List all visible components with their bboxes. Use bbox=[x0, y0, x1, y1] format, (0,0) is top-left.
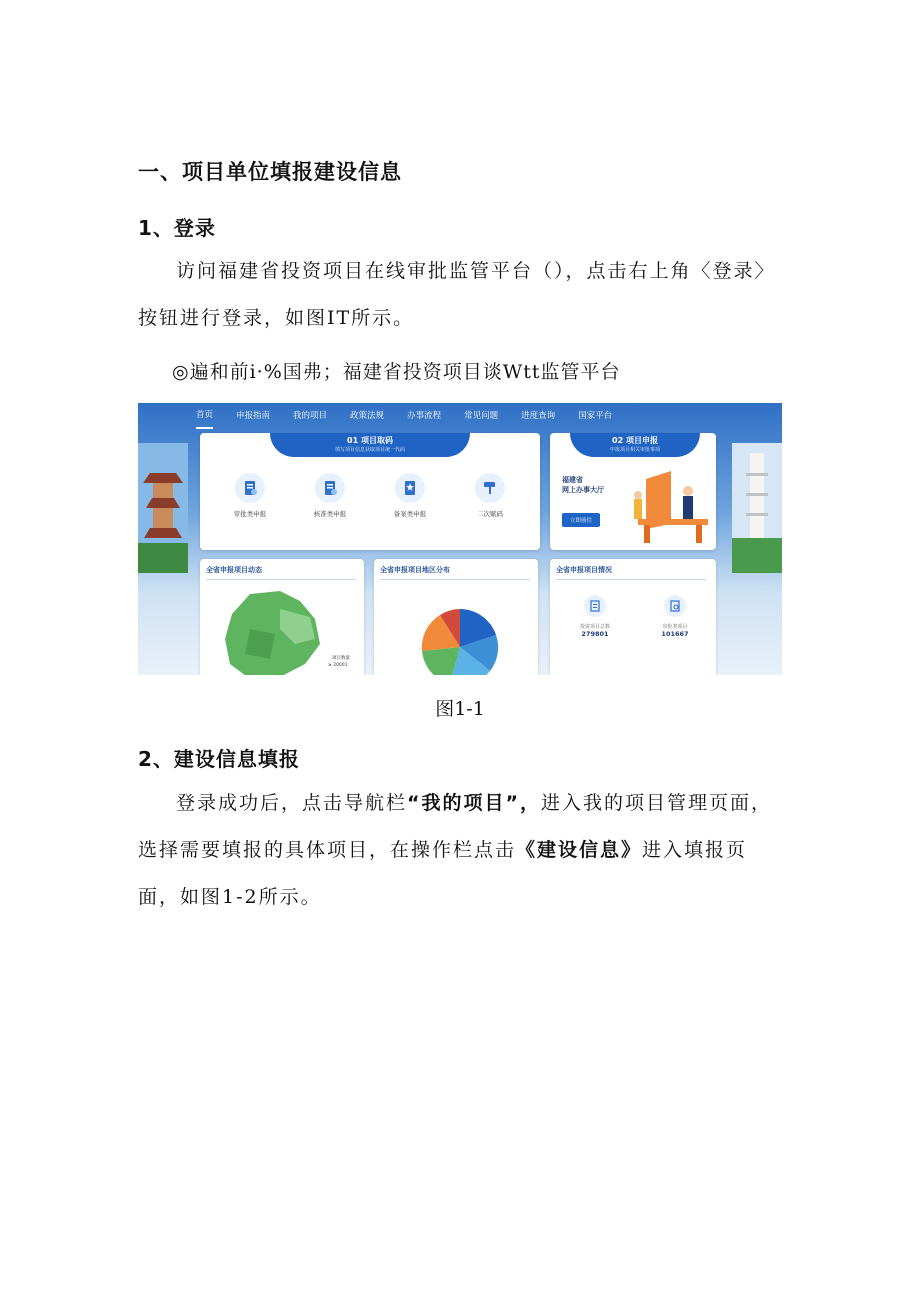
hall-title: 福建省 网上办事大厅 bbox=[562, 476, 604, 494]
figure-screenshot bbox=[138, 403, 782, 675]
nav-item-my-projects[interactable]: 我的项目 bbox=[293, 411, 328, 421]
pagoda-right-icon bbox=[732, 443, 782, 573]
go-now-button[interactable]: 立即前往 bbox=[562, 513, 600, 527]
nav-item-guide[interactable]: 申报指南 bbox=[236, 411, 271, 421]
service-filing[interactable]: 备案类申报 bbox=[380, 473, 440, 518]
project-code-card bbox=[200, 433, 540, 550]
section2-paragraph: 登录成功后，点击导航栏“我的项目”，进入我的项目管理页面，选择需要填报的具体项目，在操作栏点击《建设信息》进入填报页面，如图1-2所示。 bbox=[138, 792, 773, 908]
stats-panel: 全省申报项目情况 投资项目总数 279801 审批类项目 101667 bbox=[550, 559, 716, 675]
map-panel: 全省申报项目动态 项目数量 ≥ 20001 bbox=[200, 559, 364, 675]
document-user-icon bbox=[235, 473, 265, 503]
section1-title: 1、登录 bbox=[138, 216, 216, 240]
build-info-emphasis: 《建设信息》 bbox=[516, 839, 643, 861]
portal-nav bbox=[138, 403, 782, 429]
stat-total: 投资项目总数 279801 bbox=[570, 595, 620, 638]
service-recode[interactable]: 二次赋码 bbox=[460, 473, 520, 518]
service-approval[interactable]: 审批类申报 bbox=[220, 473, 280, 518]
section1-paragraph: 访问福建省投资项目在线审批监管平台（），点击右上角〈登录〉按钮进行登录，如图IT所示。 bbox=[138, 260, 776, 329]
service-verification[interactable]: 核准类申报 bbox=[300, 473, 360, 518]
document-check-icon bbox=[315, 473, 345, 503]
stat-approval: 审批类项目 101667 bbox=[650, 595, 700, 638]
heading-level1: 一、项目单位填报建设信息 bbox=[138, 160, 402, 184]
my-projects-emphasis: “我的项目”， bbox=[407, 792, 541, 814]
nav-item-progress[interactable]: 进度查询 bbox=[521, 411, 556, 421]
nav-item-home[interactable]: 首页 bbox=[196, 403, 213, 429]
card1-header: 01 项目取码 填写项目信息获取项目统一代码 bbox=[270, 433, 470, 457]
figure-label: 图1-1 bbox=[435, 698, 485, 720]
nav-item-national[interactable]: 国家平台 bbox=[578, 411, 613, 421]
nav-item-process[interactable]: 办事流程 bbox=[407, 411, 442, 421]
document-star-icon bbox=[395, 473, 425, 503]
card2-header: 02 项目申报 申报项目相关审批事项 bbox=[570, 433, 700, 457]
nav-item-faq[interactable]: 常见问题 bbox=[464, 411, 499, 421]
fujian-map-icon bbox=[220, 589, 330, 675]
project-apply-card bbox=[550, 433, 716, 550]
figure-source-line: ◎遍和前i·%国弗；福建省投资项目谈Wtt监管平台 bbox=[172, 361, 621, 383]
office-illustration-icon bbox=[626, 469, 712, 545]
region-pie-chart bbox=[420, 607, 500, 675]
list-doc-icon bbox=[584, 595, 606, 617]
pie-panel: 全省申报项目地区分布 bbox=[374, 559, 538, 675]
nav-item-policy[interactable]: 政策法规 bbox=[350, 411, 385, 421]
paint-roller-icon bbox=[475, 473, 505, 503]
section2-title: 2、建设信息填报 bbox=[138, 747, 300, 771]
pagoda-left-icon bbox=[138, 443, 188, 573]
search-doc-icon bbox=[664, 595, 686, 617]
